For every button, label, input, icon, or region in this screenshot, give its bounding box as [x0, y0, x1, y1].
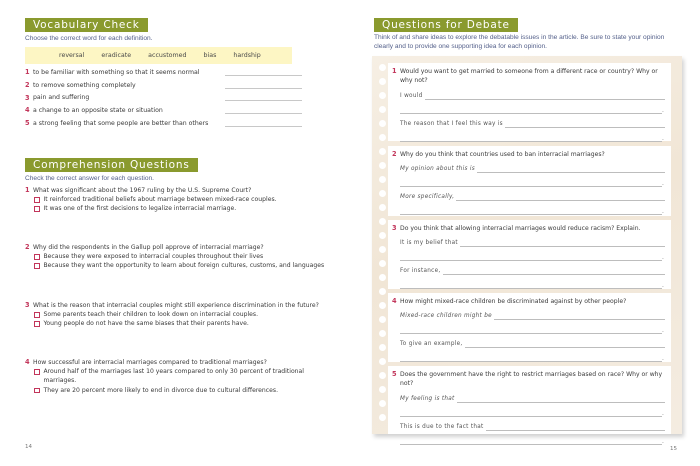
- comprehension-question: [25, 185, 345, 214]
- vocab-item: [25, 117, 305, 130]
- checkbox-icon[interactable]: [34, 263, 40, 269]
- binder-hole: [379, 386, 386, 393]
- answer-line[interactable]: .: [400, 100, 665, 114]
- answer-line[interactable]: .: [400, 128, 665, 142]
- answer-line[interactable]: .: [400, 431, 665, 445]
- debate-card: [388, 220, 671, 289]
- vocab-definition: a change to an opposite state or situation: [33, 106, 163, 114]
- item-number: 4: [25, 106, 30, 115]
- binder-hole: [379, 92, 386, 99]
- binder-hole: [379, 232, 386, 239]
- word-bank-item: accustomed: [148, 52, 187, 59]
- binder-hole: [379, 316, 386, 323]
- answer-blank[interactable]: [225, 94, 302, 101]
- answer-option[interactable]: [34, 204, 345, 213]
- page-number: 15: [670, 446, 677, 452]
- vocab-item: [25, 79, 305, 92]
- option-text: Because they want the opportunity to learn about foreign cultures, customs, and languages: [43, 262, 325, 270]
- question-text: What was significant about the 1967 ruling by the U.S. Supreme Court?: [33, 186, 252, 194]
- answer-blank[interactable]: [400, 108, 662, 114]
- answer-blank[interactable]: [456, 195, 665, 201]
- vocab-item: [25, 91, 305, 104]
- answer-blank[interactable]: [477, 167, 665, 173]
- questions-for-debate-title: Questions for Debate: [374, 18, 518, 32]
- word-bank-item: bias: [203, 52, 217, 59]
- answer-line[interactable]: [400, 334, 665, 348]
- item-number: 1: [25, 186, 30, 194]
- sentence-starter: To give an example,: [400, 341, 463, 348]
- vocabulary-instruction: Choose the correct word for each definition.: [25, 35, 153, 42]
- binder-hole: [379, 302, 386, 309]
- binder-hole: [379, 120, 386, 127]
- answer-line[interactable]: [400, 114, 665, 128]
- vocab-item: [25, 104, 305, 117]
- answer-option[interactable]: [34, 386, 345, 395]
- item-number: 5: [25, 119, 30, 128]
- question-text: What is the reason that interracial couples might still experience discrimination in the future?: [33, 301, 319, 309]
- answer-line[interactable]: [400, 187, 665, 201]
- answer-line[interactable]: .: [400, 173, 665, 187]
- binder-hole: [379, 414, 386, 421]
- option-text: Some parents teach their children to look down on interracial couples.: [43, 311, 259, 318]
- checkbox-icon[interactable]: [34, 197, 40, 203]
- word-bank-item: hardship: [233, 52, 261, 59]
- answer-blank[interactable]: [225, 69, 302, 76]
- sentence-starter: It is my belief that: [400, 240, 458, 247]
- answer-line[interactable]: .: [400, 403, 665, 417]
- binder-hole: [379, 106, 386, 113]
- answer-blank[interactable]: [457, 397, 665, 403]
- binder-hole: [379, 78, 386, 85]
- option-text: It reinforced traditional beliefs about marriage between mixed-race couples.: [43, 196, 277, 203]
- word-bank: [25, 47, 292, 64]
- vocab-item: [25, 66, 305, 79]
- answer-blank[interactable]: [400, 356, 662, 362]
- sentence-starter: I would: [400, 92, 423, 99]
- option-text: Young people do not have the same biases that their parents have.: [43, 320, 249, 328]
- answer-blank[interactable]: [494, 314, 665, 320]
- word-bank-item: eradicate: [101, 52, 132, 59]
- debate-instruction-line2: clearly and to provide one supporting idea for each opinion.: [374, 43, 548, 50]
- sentence-starter: The reason that I feel this way is: [400, 120, 503, 127]
- vocab-definition: to remove something completely: [33, 81, 136, 89]
- word-bank-item: reversal: [59, 52, 85, 59]
- answer-line[interactable]: [400, 233, 665, 247]
- answer-blank[interactable]: [486, 425, 665, 431]
- option-text: It was one of the first decisions to legalize interracial marriage.: [43, 205, 237, 213]
- page-number: 14: [25, 444, 32, 450]
- answer-line[interactable]: [400, 306, 665, 320]
- checkbox-icon[interactable]: [34, 321, 40, 327]
- answer-blank[interactable]: [425, 94, 665, 100]
- sentence-starter: My opinion about this is: [400, 166, 475, 173]
- answer-line[interactable]: .: [400, 275, 665, 289]
- question-text: Why do you think that countries used to ban interracial marriages?: [400, 151, 605, 158]
- binder-hole: [379, 274, 386, 281]
- debate-card: [388, 366, 671, 445]
- answer-blank[interactable]: [400, 328, 662, 334]
- checkbox-icon[interactable]: [34, 388, 40, 394]
- question-text: Would you want to get married to someone from a different race or country? Why or why not?: [400, 68, 658, 85]
- answer-blank[interactable]: [400, 136, 662, 142]
- option-text: Around half of the marriages last 10 years compared to only 30 percent of traditional marriages.: [43, 368, 304, 385]
- binder-hole: [379, 204, 386, 211]
- comprehension-question: [25, 300, 345, 329]
- question-text: How successful are interracial marriages compared to traditional marriages?: [33, 358, 267, 366]
- sentence-starter: More specifically,: [400, 194, 455, 201]
- comprehension-question: [25, 242, 345, 271]
- sentence-starter: My feeling is that: [400, 395, 455, 402]
- answer-blank[interactable]: [505, 122, 665, 128]
- item-number: 3: [25, 301, 30, 309]
- answer-option[interactable]: [34, 261, 345, 270]
- answer-line[interactable]: [400, 261, 665, 275]
- question-text: Why did the respondents in the Gallup poll approve of interracial marriage?: [33, 243, 264, 251]
- binder-hole: [379, 218, 386, 225]
- debate-card: [388, 146, 671, 216]
- answer-line[interactable]: [400, 417, 665, 431]
- answer-line[interactable]: [400, 159, 665, 173]
- binder-hole: [379, 260, 386, 267]
- binder-hole: [379, 400, 386, 407]
- binder-hole: [379, 372, 386, 379]
- binder-hole: [379, 176, 386, 183]
- vocabulary-check-title: Vocabulary Check: [25, 18, 148, 32]
- option-text: Because they were exposed to interracial couples throughout their lives: [43, 253, 264, 260]
- answer-blank[interactable]: [400, 283, 662, 289]
- answer-line[interactable]: [400, 86, 665, 100]
- answer-option[interactable]: [34, 367, 304, 386]
- answer-blank[interactable]: [400, 255, 662, 261]
- answer-option[interactable]: [34, 252, 345, 261]
- item-number: 3: [392, 224, 397, 232]
- binder-hole: [379, 190, 386, 197]
- answer-option[interactable]: [34, 319, 345, 328]
- answer-line[interactable]: .: [400, 320, 665, 334]
- answer-blank[interactable]: [400, 209, 662, 215]
- comprehension-question: [25, 357, 345, 395]
- binder-hole: [379, 148, 386, 155]
- comprehension-instruction: Check the correct answer for each question.: [25, 175, 155, 182]
- item-number: 2: [25, 243, 30, 251]
- answer-blank[interactable]: [460, 241, 665, 247]
- checkbox-icon[interactable]: [34, 369, 40, 375]
- answer-blank[interactable]: [225, 82, 302, 89]
- answer-line[interactable]: .: [400, 247, 665, 261]
- vocab-definition: pain and suffering: [33, 94, 90, 102]
- question-text: Do you think that allowing interracial marriages would reduce racism? Explain.: [400, 225, 641, 232]
- item-number: 4: [392, 297, 397, 305]
- debate-card: [388, 293, 671, 362]
- item-number: 1: [25, 68, 30, 77]
- answer-blank[interactable]: [225, 120, 302, 127]
- vocab-definition: to be familiar with something so that it seems normal: [33, 68, 200, 76]
- vocabulary-list: [25, 66, 305, 129]
- checkbox-icon[interactable]: [34, 312, 40, 318]
- answer-option[interactable]: [34, 195, 345, 204]
- checkbox-icon[interactable]: [34, 206, 40, 212]
- checkbox-icon[interactable]: [34, 254, 40, 260]
- sentence-starter: This is due to the fact that: [400, 423, 484, 430]
- item-number: 5: [392, 370, 397, 378]
- comprehension-questions-title: Comprehension Questions: [25, 158, 198, 172]
- vocab-definition: a strong feeling that some people are better than others: [33, 119, 209, 127]
- item-number: 3: [25, 93, 30, 102]
- answer-line[interactable]: .: [400, 201, 665, 215]
- item-number: 2: [392, 150, 397, 158]
- answer-option[interactable]: [34, 310, 345, 319]
- binder-hole: [379, 134, 386, 141]
- answer-blank[interactable]: [400, 411, 662, 417]
- question-text: Does the government have the right to restrict marriages based on race? Why or why not?: [400, 371, 663, 388]
- answer-blank[interactable]: [465, 342, 665, 348]
- answer-blank[interactable]: [443, 269, 666, 275]
- binder-hole: [379, 344, 386, 351]
- binder-hole: [379, 162, 386, 169]
- item-number: 2: [25, 81, 30, 90]
- binder-hole: [379, 288, 386, 295]
- item-number: 4: [25, 358, 30, 366]
- answer-blank[interactable]: [400, 439, 662, 445]
- answer-blank[interactable]: [400, 181, 662, 187]
- debate-instruction-line1: Think of and share ideas to explore the debatable issues in the article. Be sure to state your opinion: [374, 34, 665, 41]
- answer-line[interactable]: [400, 389, 665, 403]
- binder-hole: [379, 64, 386, 71]
- sentence-starter: For instance,: [400, 268, 441, 275]
- question-text: How might mixed-race children be discriminated against by other people?: [400, 298, 627, 305]
- item-number: 1: [392, 67, 397, 75]
- option-text: They are 20 percent more likely to end in divorce due to cultural differences.: [43, 386, 279, 394]
- sentence-starter: Mixed-race children might be: [400, 313, 492, 320]
- answer-blank[interactable]: [225, 107, 302, 114]
- debate-card: [388, 63, 671, 141]
- binder-hole: [379, 358, 386, 365]
- answer-line[interactable]: .: [400, 348, 665, 362]
- binder-hole: [379, 246, 386, 253]
- right-page: [350, 0, 700, 466]
- binder-hole: [379, 330, 386, 337]
